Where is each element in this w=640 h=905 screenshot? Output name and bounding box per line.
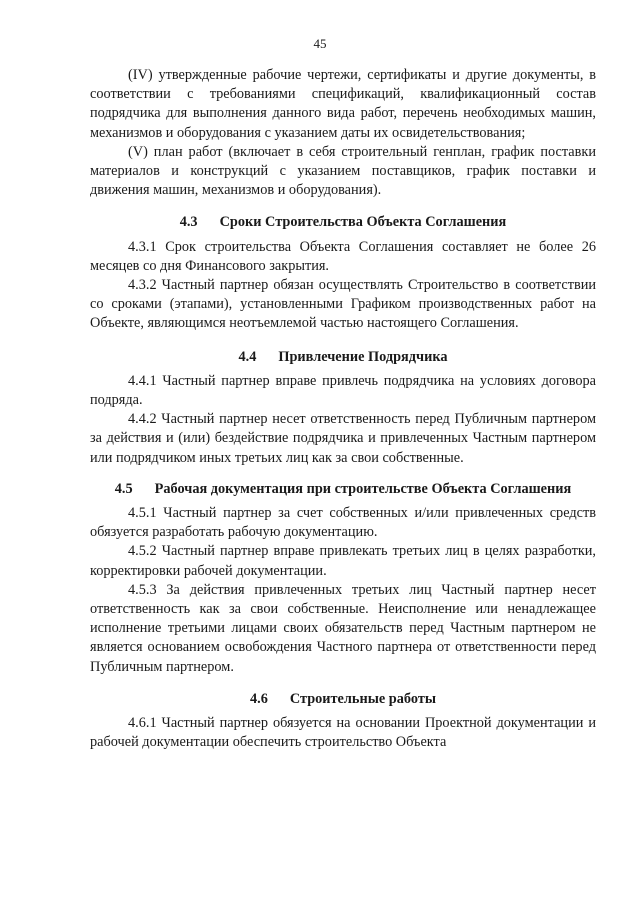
section-number: 4.3 — [179, 214, 198, 231]
paragraph-4-5-3: 4.5.3 За действия привлеченных третьих лиц Частный партнер несет ответственность как за свои собственные. Неисполнение или ненадлежащее исполнение третьими лицами своих обязательств перед Частным партнером не является основанием освобождения Частного партнера от ответственности перед Публичным партнером. — [90, 581, 596, 675]
paragraph-4-3-1: 4.3.1 Срок строительства Объекта Соглашения составляет не более 26 месяцев со дня Финансового закрытия. — [90, 238, 596, 274]
paragraph-4-3-2: 4.3.2 Частный партнер обязан осуществлять Строительство в соответствии со сроками (этапами), установленными Графиком производственных работ на Объекте, являющимся неотъемлемой частью настоящего Соглашения. — [90, 277, 596, 332]
section-heading-4-6 — [90, 690, 596, 709]
paragraph-4-5-1: 4.5.1 Частный партнер за счет собственных и/или привлеченных средств обязуется разработать рабочую документацию. — [90, 505, 596, 541]
section-number: 4.5 — [114, 480, 133, 497]
page-number: 45 — [313, 36, 327, 51]
section-heading-4-5 — [90, 480, 596, 499]
paragraph-4-4-1: 4.4.1 Частный партнер вправе привлечь подрядчика на условиях договора подряда. — [90, 372, 596, 409]
paragraph-4-6-1: 4.6.1 Частный партнер обязуется на основании Проектной документации и рабочей документации обеспечить строительство Объекта — [90, 715, 596, 751]
paragraph-4-5-2: 4.5.2 Частный партнер вправе привлекать третьих лиц в целях разработки, корректировки рабочей документации. — [90, 543, 596, 579]
page-content — [90, 66, 596, 753]
intro-paragraph-v: (V) план работ (включает в себя строительный генплан, график поставки материалов и конструкций с указанием поставщиков, график поставки и движения машин, механизмов и оборудования). — [90, 143, 596, 199]
section-number: 4.6 — [249, 690, 268, 707]
section-number: 4.4 — [238, 348, 257, 365]
section-title: Сроки Строительства Объекта Соглашения — [219, 214, 507, 231]
paragraph-4-4-2: 4.4.2 Частный партнер несет ответственность перед Публичным партнером за действия и (или) бездействие подрядчика и привлеченных Частным партнером или подрядчиком иных третьих лиц как за свои собственные. — [90, 411, 596, 466]
section-heading-4-4 — [90, 348, 596, 367]
section-heading-4-3 — [90, 213, 596, 232]
section-title: Рабочая документация при строительстве Объекта Соглашения — [154, 480, 572, 497]
intro-paragraph-iv: (IV) утвержденные рабочие чертежи, сертификаты и другие документы, в соответствии с требованиями спецификаций, квалификационный состав подрядчика для выполнения данного вида работ, перечень необходимых машин, механизмов и оборудования с указанием даты их освидетельствования; — [90, 67, 596, 141]
section-title: Привлечение Подрядчика — [278, 348, 448, 365]
section-title: Строительные работы — [289, 690, 437, 707]
